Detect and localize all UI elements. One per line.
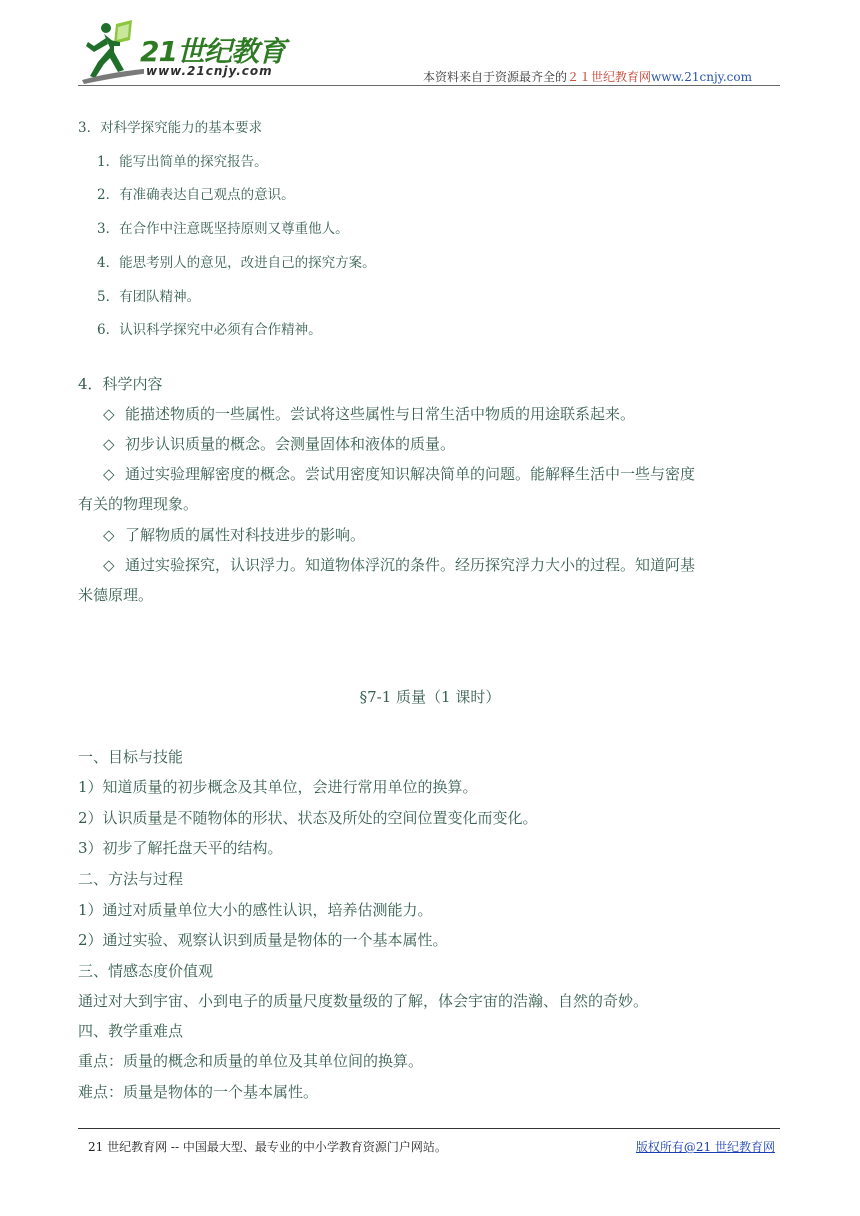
- section4-title: 4．科学内容: [78, 375, 163, 393]
- section3-item: 2．有准确表达自己观点的意识。: [97, 187, 295, 203]
- section4-item: [103, 433, 455, 454]
- section3-item: 4．能思考别人的意见，改进自己的探究方案。: [97, 255, 376, 271]
- logo-text: 21世纪教育: [140, 35, 285, 68]
- footer-tagline: 21 世纪教育网 -- 中国最大型、最专业的中小学教育资源门户网站。: [88, 1140, 447, 1154]
- footer-divider: [78, 1128, 780, 1129]
- lesson-line: 3）初步了解托盘天平的结构。: [78, 839, 283, 857]
- lesson-title: §7-1 质量（1 课时）: [359, 688, 501, 706]
- lesson-heading: 四、教学重难点: [78, 1022, 184, 1040]
- diamond-bullet-icon: ◇: [103, 405, 115, 423]
- page-header: [78, 18, 780, 86]
- footer-copyright-link[interactable]: 版权所有@21 世纪教育网: [635, 1140, 775, 1154]
- section4-item-text: 通过实验探究，认识浮力。知道物体浮沉的条件。经历探究浮力大小的过程。知道阿基: [125, 556, 696, 574]
- source-site-url[interactable]: www.21cnjy.com: [651, 70, 752, 84]
- section4-item: [103, 403, 635, 424]
- lesson-line: 1）知道质量的初步概念及其单位，会进行常用单位的换算。: [78, 778, 478, 796]
- section4-item: [103, 554, 695, 575]
- runner-logo-icon: [80, 18, 144, 84]
- lesson-heading: 三、情感态度价值观: [78, 962, 214, 980]
- source-note-text: 本资料来自于资源最齐全的: [423, 70, 568, 84]
- section3-item: 1．能写出简单的探究报告。: [97, 154, 268, 170]
- lesson-line: 2）认识质量是不随物体的形状、状态及所处的空间位置变化而变化。: [78, 809, 538, 827]
- section3-item: 6．认识科学探究中必须有合作精神。: [97, 322, 322, 338]
- lesson-line: 1）通过对质量单位大小的感性认识，培养估测能力。: [78, 901, 433, 919]
- diamond-bullet-icon: ◇: [103, 465, 115, 483]
- lesson-line: 2）通过实验、观察认识到质量是物体的一个基本属性。: [78, 931, 448, 949]
- source-site-name[interactable]: ２１世纪教育网: [567, 70, 652, 84]
- section3-title: 3．对科学探究能力的基本要求: [78, 120, 263, 136]
- section4-item-continued: 米德原理。: [78, 586, 154, 604]
- diamond-bullet-icon: ◇: [103, 435, 115, 453]
- site-logo: [80, 18, 310, 84]
- header-source-note: [423, 68, 752, 85]
- lesson-heading: 一、目标与技能: [78, 748, 184, 766]
- header-divider: [78, 85, 780, 86]
- logo-url: www.21cnjy.com: [146, 64, 273, 78]
- diamond-bullet-icon: ◇: [103, 526, 115, 544]
- section4-item: [103, 524, 365, 545]
- section4-item-text: 能描述物质的一些属性。尝试将这些属性与日常生活中物质的用途联系起来。: [125, 405, 636, 423]
- section4-item-continued: 有关的物理现象。: [78, 495, 199, 513]
- section4-item-text: 通过实验理解密度的概念。尝试用密度知识解决简单的问题。能解释生活中一些与密度: [125, 465, 696, 483]
- section3-item: 3．在合作中注意既坚持原则又尊重他人。: [97, 221, 349, 237]
- lesson-heading: 二、方法与过程: [78, 870, 184, 888]
- section4-item-text: 了解物质的属性对科技进步的影响。: [125, 526, 366, 544]
- diamond-bullet-icon: ◇: [103, 556, 115, 574]
- lesson-line: 重点：质量的概念和质量的单位及其单位间的换算。: [78, 1052, 424, 1070]
- section4-item-text: 初步认识质量的概念。会测量固体和液体的质量。: [125, 435, 456, 453]
- lesson-line: 难点：质量是物体的一个基本属性。: [78, 1083, 319, 1101]
- lesson-line: 通过对大到宇宙、小到电子的质量尺度数量级的了解，体会宇宙的浩瀚、自然的奇妙。: [78, 992, 649, 1010]
- section3-item: 5．有团队精神。: [97, 289, 201, 305]
- section4-item: [103, 463, 695, 484]
